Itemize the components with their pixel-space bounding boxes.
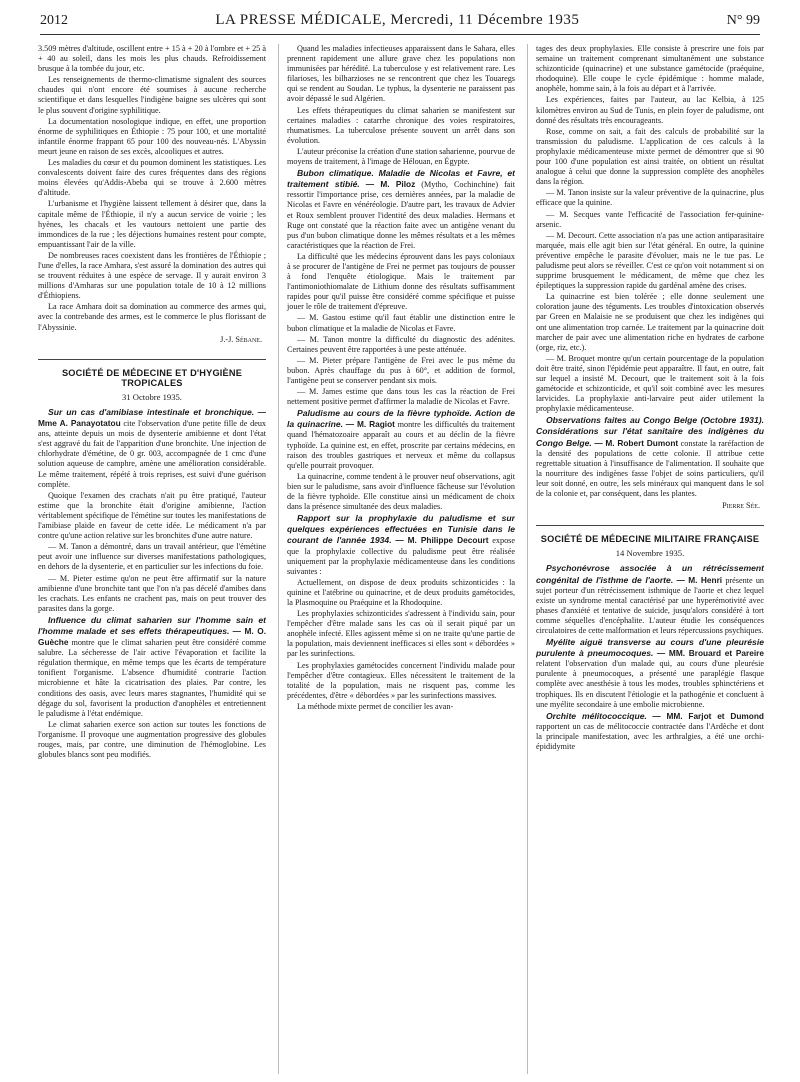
article-title: Sur un cas d'amibiase intestinale et bronchique. bbox=[48, 407, 255, 417]
column-1 bbox=[38, 44, 266, 1074]
paragraph: Quand les maladies infectieuses apparaissent dans le Sahara, elles prennent rapidement une allure grave chez les populations non immunisées par hérédité. La tuberculose y est relativement rare. Les filarioses, les bilharzioses ne se rencontrent que chez les Touaregs qui se rendent au Soudan. Le typhus, la dysenterie ne paraissent pas avoir dépassé le sud Algérien. bbox=[287, 44, 515, 104]
paragraph: Actuellement, on dispose de deux produits schizonticides : la quinine et l'atébrine ou quinacrine, et de deux produits gamétocides, la Plasmoquine ou Praéquine et la Rhodoquine. bbox=[287, 577, 515, 607]
article-entry bbox=[536, 637, 764, 710]
article-entry bbox=[536, 563, 764, 636]
article-entry bbox=[38, 615, 266, 719]
article-body: cite l'observation d'une petite fille de deux ans, atteinte depuis un mois de dysenterie amibienne et dont l'état s'est aggravé du fait de l'apparition d'une bronchite. Une injection de chlorhydrate d'émétine, de 0 gr. 003, accompagnée de 1 cmc d'une solution aqueuse de camphre, amène une amélioration considérable. Le même traitement, répété à trois reprises, est suivi d'une guérison complète. bbox=[38, 419, 266, 489]
article-entry bbox=[536, 711, 764, 752]
article-body: présente un sujet porteur d'un rétrécissement isthmique de l'aorte et chez lequel existe un syndrome mental caractérisé par une hyperémotivité avec phases d'anxiété et tentative de suicide, jusqu'alors considéré à tort comme séquelles d'encéphalite. L'auteur étudie les conséquences circulatoires de cette malformation et leurs répercussions psychiques. bbox=[536, 575, 764, 635]
article-title: Rapport sur la prophylaxie du paludisme et sur quelques expériences effectuées en Tunisie dans le courant de l'année 1934. bbox=[287, 513, 515, 546]
paragraph: Les prophylaxies gamétocides concernent l'individu malade pour l'empêcher d'être contagieux. Elles nécessitent le traitement de la totalité de la population, mais ne risquent pas, comme les précédentes, d'être « débordées » par les surinfections massives. bbox=[287, 660, 515, 700]
page-header bbox=[40, 12, 760, 35]
meeting-date: 31 Octobre 1935. bbox=[122, 391, 182, 402]
article-body: montre que le climat saharien peut être considéré comme salubre. La sécheresse de l'air active l'évaporation et facilite la régulation thermique, en même temps que les écarts de température tonifient l'organisme. L'absence d'humidité contrarie l'action microbienne et hâte la cicatrisation des plaies. Par contre, les conditions des oasis, avec leurs mares stagnantes, l'humidité qui se dégage du sol, favorisent la production d'anophèles et entretiennent le paludisme à l'état endémique. bbox=[38, 638, 266, 718]
article-title: Bubon climatique. Maladie de Nicolas et Favre, et traitement stibié. bbox=[287, 168, 515, 190]
paragraph: — M. Tanon a démontré, dans un travail antérieur, que l'émétine peut avoir une influence sur diverses manifestations pathologiques, en dehors de la dysenterie, et en particulier sur les infections du foie. bbox=[38, 542, 266, 572]
paragraph: — M. Gastou estime qu'il faut établir une distinction entre le bubon climatique et la maladie de Nicolas et Favre. bbox=[287, 313, 515, 333]
article-author: — M. Robert Dumont bbox=[594, 437, 679, 448]
paragraph: Les renseignements de thermo-climatisme signalent des sources chaudes qui n'ont encore été soumises à aucune recherche scientifique et dans lesquelles l'indigène baigne ses ulcères qui sont le plus souvent d'origine syphilitique. bbox=[38, 75, 266, 115]
paragraph: La documentation nosologique indique, en effet, une proportion énorme de syphilitiques en Éthiopie : 75 pour 100, et une mortalité infantile énorme frappant 65 pour 100 des nouveau-nés. L'Abyssin meurt jeune en raison de ses excès, alcooliques et autres. bbox=[38, 116, 266, 156]
article-author: — M. Philippe Decourt bbox=[395, 535, 489, 546]
article-body: rapportent un cas de mélitococcie contractée dans l'Ardèche et dont la principale manifestation, avec les arthralgies, a été une orchi-épididymite bbox=[536, 721, 764, 751]
paragraph: La difficulté que les médecins éprouvent dans les pays coloniaux à se procurer de l'antigène de Frei ne permet pas toujours de pousser à fond l'enquête étiologique. Mais le traitement par l'antimoniothiomalate de Lithium donne des résultats suffisamment rapides pour qu'il puisse être considéré comme spécifique et puisse jouer le rôle de traitement d'épreuve. bbox=[287, 251, 515, 312]
article-title: Observations faites au Congo Belge (Octobre 1931). Considérations sur l'état sanitaire des indigènes du Congo Belge. bbox=[536, 415, 764, 448]
article-body: relatent l'observation d'un malade qui, au cours d'une pleurésie purulente à pneumocoques, a présenté une paraplégie flasque complète avec anesthésie à tous les modes, troubles sphinctériens et trophiques. Ils en discutent l'étiologie et la pathogénie et concluent à une myélite secondaire à une embolie microbienne. bbox=[536, 659, 764, 709]
paragraph: Rose, comme on sait, a fait des calculs de probabilité sur la transmission du paludisme. L'application de ces calculs à la prophylaxie médicamenteuse mixte permet de démontrer que si 90 pour 100 d'une population est ainsi traitée, on obtient un résultat analogue à celui que donne la suppression complète des anophèles dans la région. bbox=[536, 126, 764, 187]
article-author: — MM. Brouard et Pareire bbox=[656, 648, 764, 659]
author-signature: Pierre Sée. bbox=[722, 501, 760, 511]
paragraph: — M. Decourt. Cette association n'a pas une action antiparasitaire marquée, mais elle agit bien sur l'état général. En outre, la quinine préventive empêche le parasite d'évoluer, mais ne le tue pas. Le paludisme peut alors se réveiller. C'est ce qu'on voit notamment si on supprime brusquement le médicament, de même que chez les épileptiques la suppression rapide du gardénal amène des crises. bbox=[536, 230, 764, 291]
article-title: Paludisme au cours de la fièvre typhoïde. Action de la quinacrine. bbox=[287, 408, 515, 430]
column-2 bbox=[278, 44, 515, 1074]
article-title: Myélite aiguë transverse au cours d'une pleurésie purulente à pneumocoques. bbox=[536, 637, 764, 659]
article-entry bbox=[287, 408, 515, 471]
paragraph: — M. Tanon montre la difficulté du diagnostic des adénites. Certaines peuvent être rapportées à une peste atténuée. bbox=[287, 334, 515, 354]
paragraph: Les effets thérapeutiques du climat saharien se manifestent sur certaines maladies : catarrhe chronique des voies respiratoires, rhumatismes. La tuberculose présente souvent un arrêt dans son évolution. bbox=[287, 105, 515, 145]
paragraph: La quinacrine, comme tendent à le prouver neuf observations, agit bien sur le paludisme, sans avoir d'influence fâcheuse sur l'évolution de la fièvre typhoïde. Elle constitue ainsi un médicament de choix dans la présence simultanée des deux maladies. bbox=[287, 471, 515, 512]
journal-title: LA PRESSE MÉDICALE, Mercredi, 11 Décembre 1935 bbox=[215, 12, 580, 28]
article-author: — MM. Farjot et Dumond bbox=[652, 710, 764, 721]
article-title: Psychonévrose associée à un rétrécissement congénital de l'isthme de l'aorte. bbox=[536, 563, 764, 585]
paragraph: Les expériences, faites par l'auteur, au lac Kelbia, à 125 kilomètres environ au Sud de Tunis, en plein foyer de paludisme, ont donné des résultats très encourageants. bbox=[536, 95, 764, 125]
paragraph: L'urbanisme et l'hygiène laissent tellement à désirer que, dans la capitale même de l'Éthiopie, il n'y a aucun service de voirie ; les hyènes, les chacals et les vautours nettoient une partie des immondices de la rue ; les déjections humaines restent pour compte, empuantissant l'air de la ville. bbox=[38, 199, 266, 249]
page-number: 2012 bbox=[40, 13, 68, 28]
issue-number: N° 99 bbox=[726, 13, 760, 28]
article-title: Orchite mélitococcique. bbox=[546, 710, 647, 721]
article-entry bbox=[536, 415, 764, 499]
paragraph: De nombreuses races coexistent dans les frontières de l'Éthiopie ; l'une d'elles, la race Amhara, s'est assuré la domination des autres qui se trouvent réduites à une espèce de servage. Il y aurait environ 3 millions d'Amharas sur une population totale de 10 à 12 millions d'Éthiopiens. bbox=[38, 250, 266, 301]
paragraph: — M. Secques vante l'efficacité de l'association fer-quinine-arsenic. bbox=[536, 209, 764, 229]
paragraph: — M. James estime que dans tous les cas la réaction de Frei nettement positive permet d'affirmer la maladie de Nicolas et Favre. bbox=[287, 387, 515, 407]
paragraph: — M. Tanon insiste sur la valeur préventive de la quinacrine, plus efficace que la quinine. bbox=[536, 188, 764, 208]
article-author: — M. Piloz bbox=[365, 179, 416, 190]
paragraph: — M. Pieter prépare l'antigène de Frei avec le pus même du bubon. Après chauffage du pus à 60°, et addition de formol, l'antigène peut se conserver pendant six mois. bbox=[287, 355, 515, 385]
article-author: — Mme A. Panayotatou bbox=[38, 407, 266, 429]
column-3 bbox=[527, 44, 764, 1074]
article-author: — M. Henri bbox=[676, 574, 723, 585]
article-author: — M. Ragiot bbox=[345, 419, 395, 430]
paragraph: Les prophylaxies schizonticides s'adressent à l'individu sain, pour l'empêcher d'être malade sans les cas où il serait piqué par un anophèle infecté. Elles agissent même si on ne traite qu'une partie de la population, mais deviennent inefficaces si elles sont « débordées » par les surinfections. bbox=[287, 609, 515, 659]
article-body: (Mytho, Cochinchine) fait ressortir l'importance prise, ces dernières années, par la maladie de Nicolas et Favre en vénéréologie. D'autre part, les travaux de Advier et Roux semblent prouver l'identité des deux maladies. Hermans et Ruge ont constaté que la réaction faite avec un antigène venant du pus d'un bubon climatique donne les mêmes résultats et a les mêmes caractéristiques que la réaction de Frei. bbox=[287, 180, 515, 250]
paragraph: — M. Broquet montre qu'un certain pourcentage de la population doit être traité, sinon l'épidémie peut apparaître. Il faut, en outre, fait sur lequel a insisté M. Decourt, que le traitement soit à la fois gamétocide et schizonticide, et qu'il soit combiné avec les mesures larvicides. La prophylaxie anti-larvaire peut aider utilement la prophylaxie médicamenteuse. bbox=[536, 353, 764, 414]
paragraph: La race Amhara doit sa domination au commerce des armes qui, avec la contrebande des armes, est le commerce le plus florissant de l'Abyssinie. bbox=[38, 302, 266, 332]
article-body: expose que la prophylaxie collective du paludisme peut être réalisée uniquement par la prophylaxie médicamenteuse dans les conditions suivantes : bbox=[287, 536, 515, 576]
article-entry bbox=[38, 407, 266, 490]
paragraph: La quinacrine est bien tolérée ; elle donne seulement une coloration jaune des téguments. Les troubles d'intoxication observés par Green en Malaisie ne se produisent que chez les indigènes qui ont une alimentation trop carnée. Le traitement par la quinacrine doit marcher de pair avec une alimentation riche en hydrates de carbone (orge, riz, etc.). bbox=[536, 292, 764, 352]
paragraph: Les maladies du cœur et du poumon dominent les statistiques. Les convalescents doivent faire des cures fréquentes dans des régions moins élevées qu'Addis-Abeba qui se trouve à 2.600 mètres d'altitude. bbox=[38, 158, 266, 198]
paragraph: Le climat saharien exerce son action sur toutes les fonctions de l'organisme. Il provoque une augmentation progressive des globules rouges, mais, par contre, une diminution de l'hémoglobine. Les globules blancs sont peu modifiés. bbox=[38, 719, 266, 760]
paragraph: La méthode mixte permet de concilier les avan- bbox=[297, 701, 454, 711]
paragraph: L'auteur préconise la création d'une station saharienne, pourvue de moyens de traitement, à l'image de Hélouan, en Égypte. bbox=[287, 146, 515, 167]
article-entry bbox=[287, 168, 515, 251]
paragraph: tages des deux prophylaxies. Elle consiste à prescrire une fois par semaine un traitement comprenant simultanément une substance schizonticide (quinacrine) et une substance gamétocide (praéquine, rhodoquine). Elle coupe le cycle épidémique : homme malade, anophèle, homme sain, à la fois au départ et à l'arrivée. bbox=[536, 44, 764, 94]
section-heading: SOCIÉTÉ DE MÉDECINE ET D'HYGIÈNE TROPICALES bbox=[38, 359, 266, 388]
article-body: constate la raréfaction de la densité des populations de cette colonie. Il attribue cette regrettable situation à l'insuffisance de l'alimentation. Il souhaite que la nourriture des indigènes fasse l'objet de soins particuliers, qu'il leur soit donné, en outre, les sels minéraux qui manquent dans le sol de la colonie et, par conséquent, dans les plantes. bbox=[536, 438, 764, 499]
article-body: montre les difficultés du traitement quand l'hématozoaire apparaît au cours et au déclin de la fièvre typhoïde. La quinine est, en effet, proscrite par certains médecins, en raison des troubles gastriques et nerveux et même du collapsus qu'elle pourrait provoquer. bbox=[287, 420, 515, 470]
section-heading: SOCIÉTÉ DE MÉDECINE MILITAIRE FRANÇAISE bbox=[536, 525, 764, 544]
paragraph: — M. Pieter estime qu'on ne peut être affirmatif sur la nature amibienne d'une bronchite tant que l'on n'a pas décelé d'amibes dans les crachats. Les enfants ne crachent pas, mais on peut trouver des parasites dans la gorge. bbox=[38, 573, 266, 613]
author-signature: J.-J. Sébane. bbox=[220, 334, 262, 344]
paragraph: 3.509 mètres d'altitude, oscillent entre + 15 à + 20 à l'ombre et + 25 à + 40 au soleil, dans les mois les plus chauds. Refroidissement brusque à la tombée du jour, etc. bbox=[38, 44, 266, 74]
article-entry bbox=[287, 513, 515, 577]
article-columns bbox=[38, 44, 764, 1074]
paragraph: Quoique l'examen des crachats n'ait pu être pratiqué, l'auteur estime que la bronchite était d'origine amibienne, l'action véritablement spécifique de l'émétine sur toutes les manifestations de l'amibiase plaide en faveur de cette idée. Le médicament n'a par contre qu'une action relative sur les bronchites d'une autre nature. bbox=[38, 490, 266, 541]
meeting-date: 14 Novembre 1935. bbox=[615, 548, 685, 559]
article-title: Influence du climat saharien sur l'homme sain et l'homme malade et ses effets thérapeutiques. bbox=[38, 614, 266, 636]
article-author: — M. O. Guèche bbox=[38, 625, 266, 648]
